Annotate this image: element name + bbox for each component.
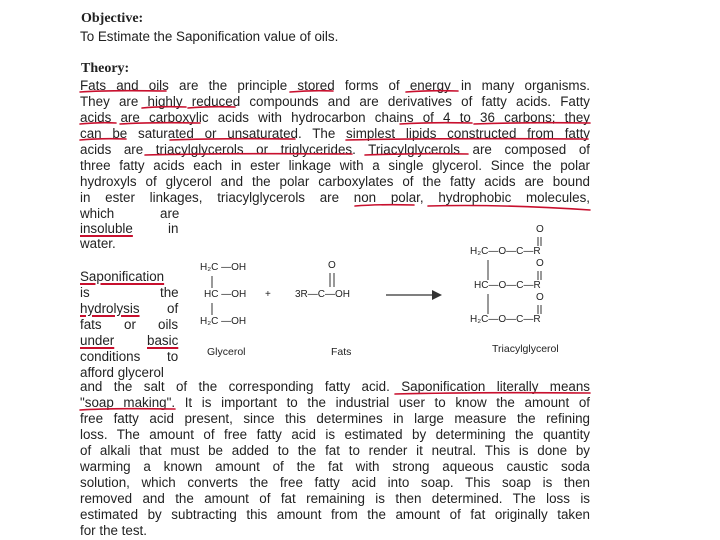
fats-label: Fats xyxy=(331,346,352,358)
reaction-arrow xyxy=(386,290,442,300)
fat-double-bond xyxy=(330,273,334,287)
text-line: warming a known amount of the fat with strong aqueous caustic soda xyxy=(80,459,590,474)
text-line: acids are carboxylic acids with hydrocarbon chains of 4 to 36 carbons; they xyxy=(80,110,590,125)
text-word: which xyxy=(80,206,115,221)
text-line: Fats and oils are the principle stored forms of energy in many organisms. xyxy=(80,78,590,93)
text-line: hydroxyls of glycerol and the polar carboxylates of the fatty acids are bound xyxy=(80,174,590,189)
text-line: of alkali that must be added to the fat to render it neutral. This is done by xyxy=(80,443,590,458)
text-word: is xyxy=(80,285,90,300)
text-word: fats xyxy=(80,317,102,332)
fat-formula: 3R—C—OH xyxy=(295,289,351,300)
text-word: oils xyxy=(158,317,179,332)
text-word: conditions xyxy=(80,349,141,364)
text-line: loss. The amount of free fatty acid is estimated by determining the quantity xyxy=(80,427,590,442)
text-word: afford glycerol xyxy=(80,365,164,380)
text-word: in xyxy=(168,221,179,236)
tri-oxygen-3: O xyxy=(536,292,544,303)
fat-carbonyl-oxygen: O xyxy=(328,260,336,271)
triacylglycerol-bonds xyxy=(488,237,541,314)
text-word: to xyxy=(167,349,179,364)
text-word: are xyxy=(160,206,180,221)
glycerol-row-3: H₂C —OH xyxy=(200,316,247,327)
text-word: hydrolysis xyxy=(80,301,140,316)
tri-oxygen-1: O xyxy=(536,224,544,235)
glycerol-row-2: HC —OH xyxy=(204,289,247,300)
text-line: "soap making". It is important to the industrial user to know the amount of xyxy=(80,395,590,410)
text-word: of xyxy=(167,301,179,316)
tri-row-3: H₂C—O—C—R xyxy=(470,314,541,325)
objective-text: To Estimate the Saponification value of oils. xyxy=(80,29,339,44)
text-word: under xyxy=(80,333,115,348)
tri-row-2: HC—O—C—R xyxy=(474,280,541,291)
text-line: in ester linkages, triacylglycerols are non polar, hydrophobic molecules, xyxy=(80,190,590,205)
tri-oxygen-2: O xyxy=(536,258,544,269)
glycerol-label: Glycerol xyxy=(207,346,246,358)
text-line: free fatty acid present, since this determines in large measure the refining xyxy=(80,411,590,426)
text-line: solution, which converts the free fatty acid into soap. This soap is then xyxy=(80,475,590,490)
triacylglycerol-label: Triacylglycerol xyxy=(492,343,559,355)
plus-sign: + xyxy=(265,289,271,300)
text-word: or xyxy=(124,317,136,332)
tri-row-1: H₂C—O—C—R xyxy=(470,246,541,257)
text-line: They are highly reduced compounds and are derivatives of fatty acids. Fatty xyxy=(80,94,590,109)
text-line: acids are triacylglycerols or triglycerides. Triacylglycerols are composed of xyxy=(80,142,590,157)
text-word: basic xyxy=(147,333,179,348)
glycerol-row-1: H₂C —OH xyxy=(200,262,247,273)
text-word: insoluble xyxy=(80,221,133,236)
red-annotation-underlines xyxy=(80,91,590,410)
text-line: estimated by subtracting this amount from the amount of fat originally taken xyxy=(80,507,590,522)
text-line: removed and the amount of fat remaining is then determined. The loss is xyxy=(80,491,590,506)
text-word: Saponification xyxy=(80,269,165,284)
text-line: and the salt of the corresponding fatty acid. Saponification literally means xyxy=(80,379,590,394)
text-line: can be saturated or unsaturated. The simplest lipids constructed from fatty xyxy=(80,126,590,141)
text-line: three fatty acids each in ester linkage with a single glycerol. Since the polar xyxy=(80,158,590,173)
text-line: for the test. xyxy=(80,523,147,538)
theory-heading: Theory: xyxy=(81,61,130,76)
text-word: the xyxy=(160,285,179,300)
text-word: water. xyxy=(80,236,116,251)
objective-heading: Objective: xyxy=(81,11,144,26)
